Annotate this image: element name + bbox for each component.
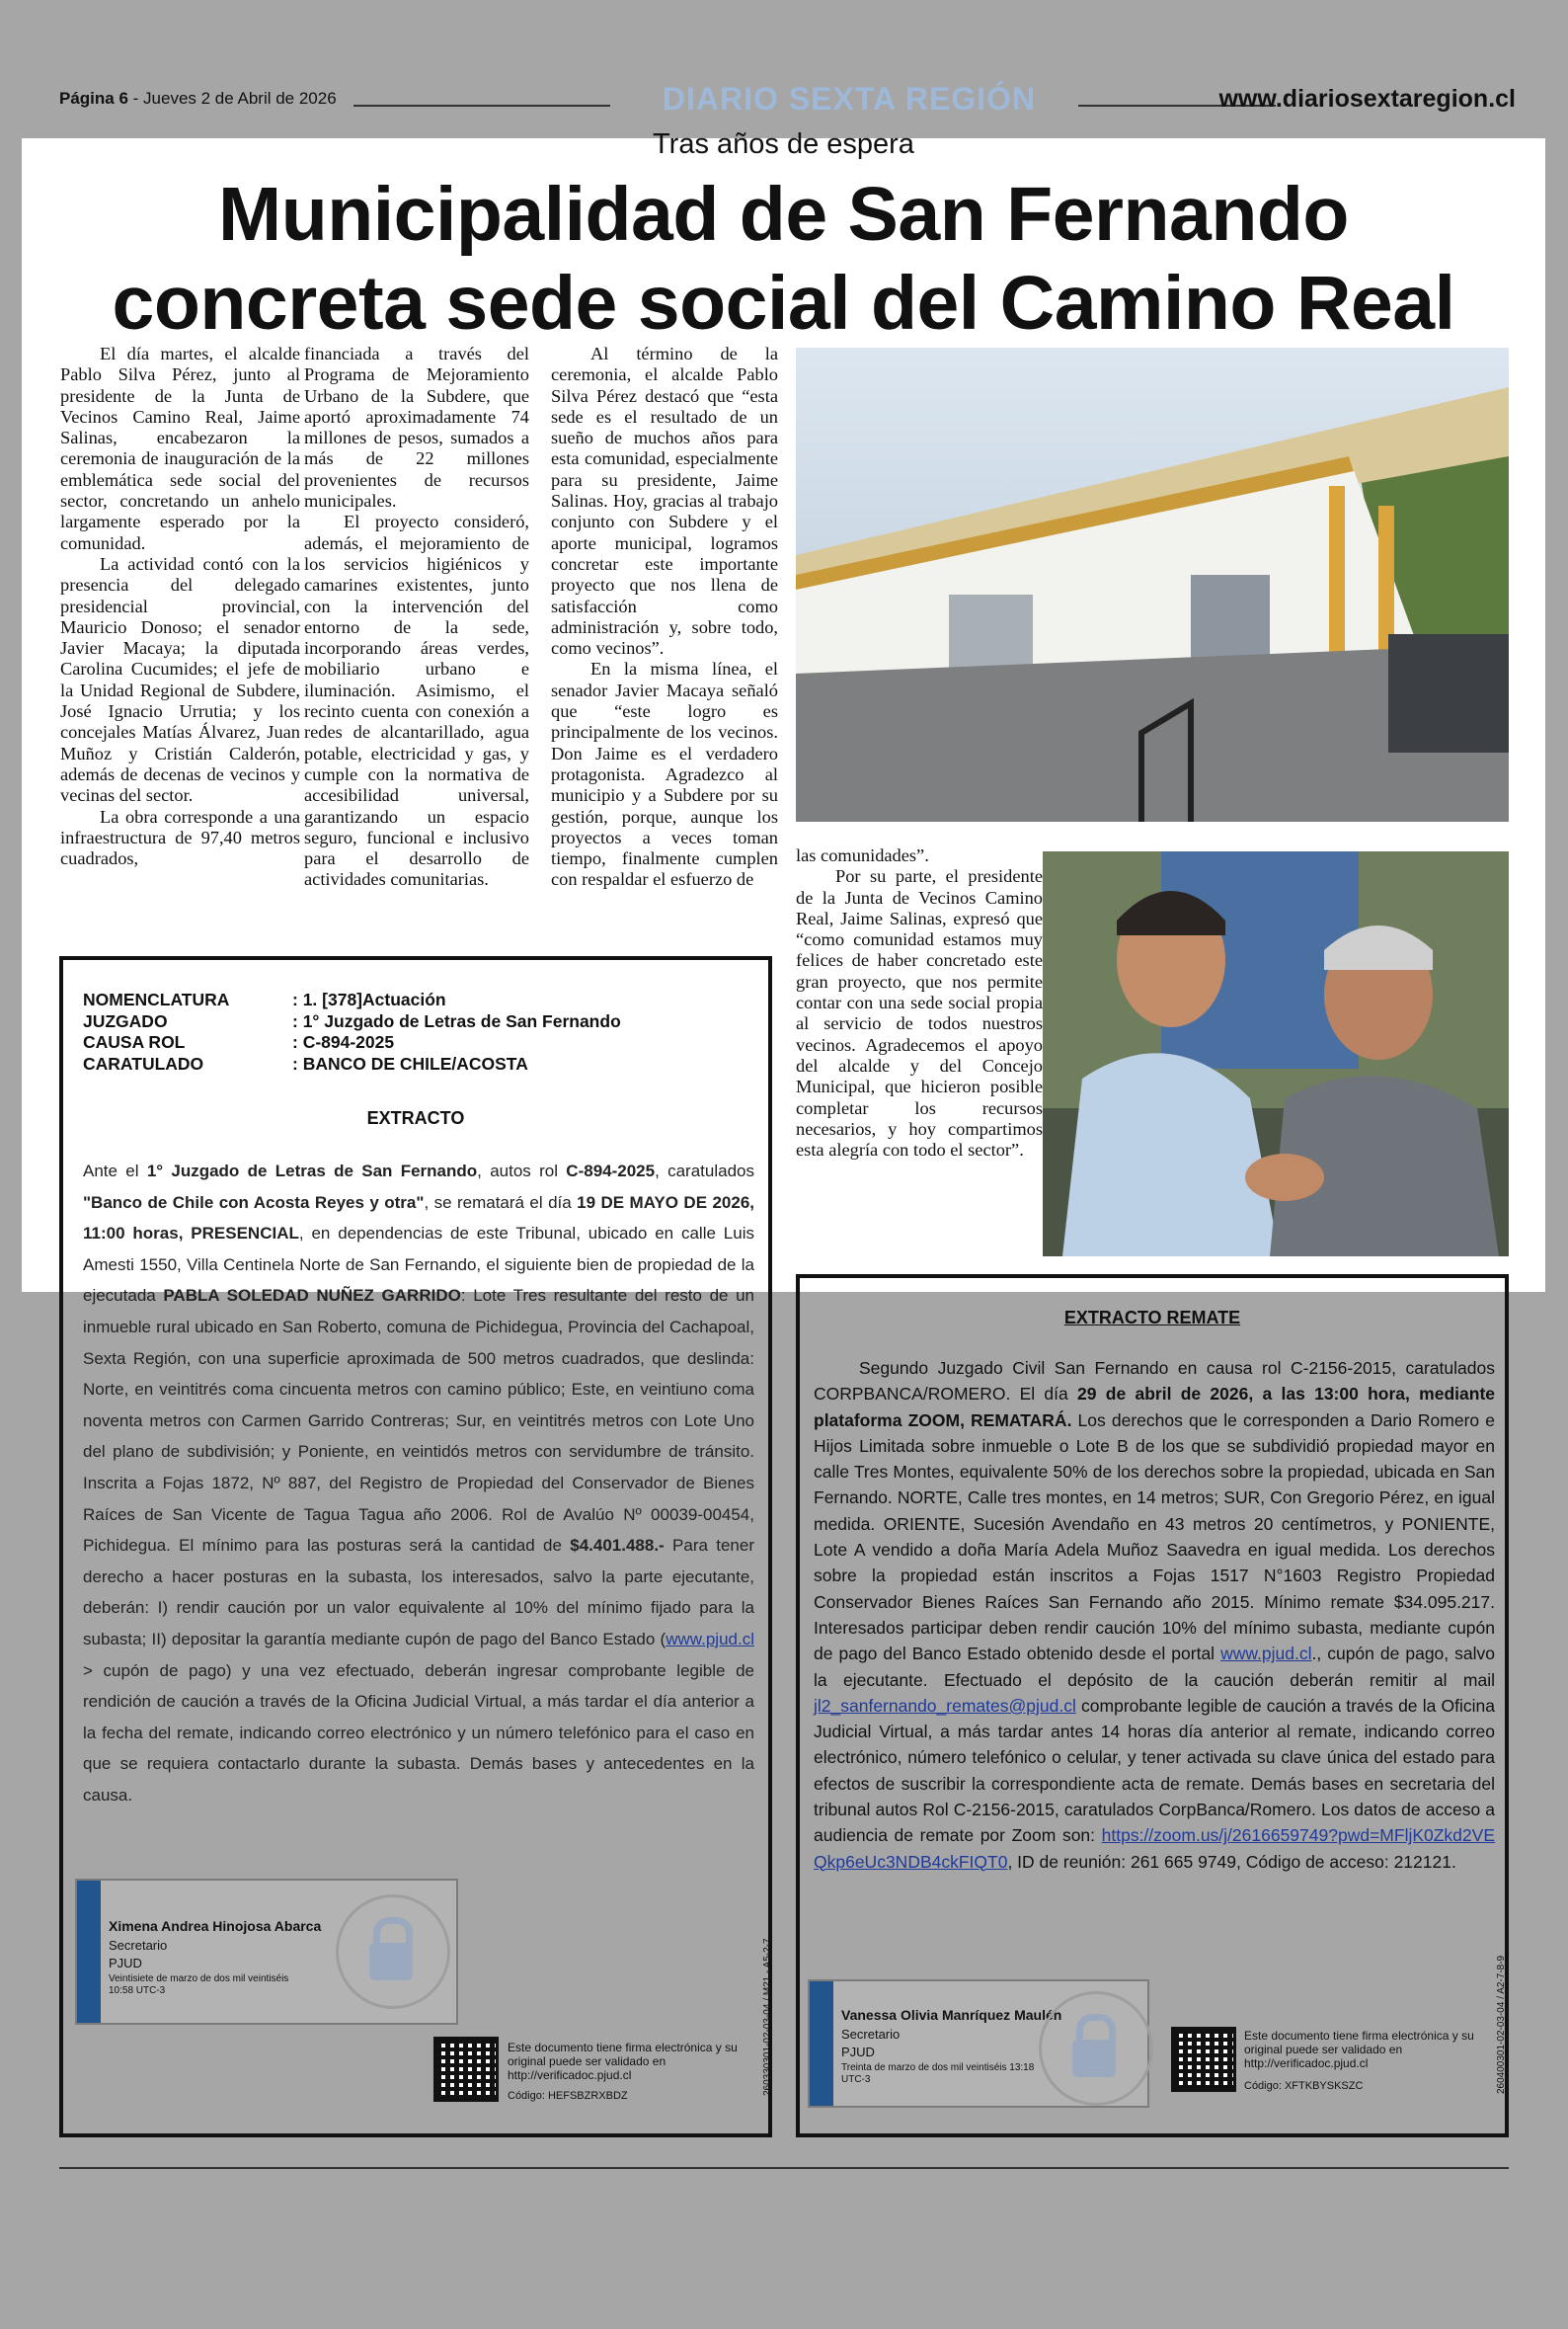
pjud-link[interactable]: www.pjud.cl: [666, 1629, 754, 1648]
email-link[interactable]: jl2_sanfernando_remates@pjud.cl: [814, 1695, 1076, 1716]
bottom-rule: [59, 2167, 1509, 2169]
verification-code: Código: XFTKBYSKSZC: [1244, 2080, 1364, 2092]
header-rule: [353, 105, 610, 107]
lock-icon: [1039, 1991, 1153, 2106]
article-column-4: las comunidades”. Por su parte, el presidente de la Junta de Vecinos Camino Real, Jaime Salinas, expresó que “como comunidad estamos muy felices de haber concretado este gran proyecto, que nos permite contar con una sede social propia al servicio de todos nuestros vecinos. Agradecemos el apoyo del alcalde y del Concejo Municipal, que hicieron posible completar los recursos necesarios, y hoy compartimos esta alegría con todo el sector”.: [796, 845, 1043, 1161]
sede-building-photo: [796, 348, 1509, 822]
verification-code: Código: HEFSBZRXBDZ: [508, 2090, 628, 2102]
side-code: 260330301-02-03-04 / M21 - A5-2-7: [762, 1938, 773, 2096]
signature-card: Vanessa Olivia Manríquez Maulén Secretario PJUD Treinta de marzo de dos mil veintiséis 13:18 UTC-3: [808, 1979, 1149, 2108]
notice-title: EXTRACTO REMATE: [1063, 1308, 1241, 1327]
signature-card: Ximena Andrea Hinojosa Abarca Secretario PJUD Veintisiete de marzo de dos mil veintiséis 10:58 UTC-3: [75, 1879, 458, 2025]
qr-code-icon: [433, 2037, 499, 2102]
notice-metadata: NOMENCLATURA : 1. [378]Actuación JUZGADO : 1° Juzgado de Letras de San Fernando CAUSA ROL : C-894-2025 CARATULADO : BANCO DE CHILE/ACOSTA: [83, 990, 621, 1074]
newspaper-brand: DIARIO SEXTA REGIÓN: [662, 81, 1037, 117]
notice-body: Ante el 1° Juzgado de Letras de San Fernando, autos rol C-894-2025, caratulados "Banco de Chile con Acosta Reyes y otra", se rematará el día 19 DE MAYO DE 2026, 11:00 horas, PRESENCIAL, en dependencias de este Tribunal, ubicado en calle Luis Amesti 1550, Villa Centinela Norte de San Fernando, el siguiente bien de propiedad de la ejecutada PABLA SOLEDAD NUÑEZ GARRIDO: Lote Tres resultante del resto de un inmueble rural ubicado en San Roberto, comuna de Pichidegua, Provincia del Cachapoal, Sexta Región, con una superficie aproximada de 500 metros cuadrados, que deslinda: Norte, en veintitrés coma cincuenta metros con camino público; Este, en veintiuno coma noventa metros con Carmen Garrido Contreras; Sur, en veintitrés metros con Lote Uno del plano de subdivisión; y Poniente, en veintidós metros con servidumbre de tránsito. Inscrita a Fojas 1872, Nº 887, del Registro de Propiedad del Conservador de Bienes Raíces de San Vicente de Tagua Tagua año 2006. Rol de Avalúo Nº 00039-00454, Pichidegua. El mínimo para las posturas será la cantidad de $4.401.488.- Para tener derecho a hacer posturas en la subasta, los interesados, salvo la parte ejecutante, deberán: I) rendir caución por un valor equivalente al 10% del mínimo fijado para la subasta; II) depositar la garantía mediante cupón de pago del Banco Estado (www.pjud.cl > cupón de pago) y una vez efectuado, deberán ingresar comprobante legible de rendición de caución a través de la Oficina Judicial Virtual, a más tardar el día anterior a la fecha del remate, indicando correo electrónico y un número telefónico para el caso en que se requiera contactarlo durante la subasta. Demás bases y antecedentes en la causa.: [83, 1162, 755, 1805]
signature-bar: [77, 1881, 101, 2023]
verification-note: Este documento tiene firma electrónica y su original puede ser validado en http://verificadoc.pjud.cl: [508, 2041, 738, 2082]
zoom-link[interactable]: https://zoom.us/j/2616659749?pwd=MFljK0Zkd2VEQkp6eUc3NDB4ckFIQT0: [814, 1825, 1495, 1872]
article-column-2: financiada a través del Programa de Mejoramiento Urbano de la Subdere, que aportó aproximadamente 74 millones de pesos, sumados a más de 22 millones provenientes de recursos municipales. El proyecto consideró, además, el mejoramiento de los servicios higiénicos y camarines existentes, junto con la intervención del entorno de la sede, incorporando áreas verdes, mobiliario urbano e iluminación. Asimismo, el recinto cuenta con conexión a redes de alcantarillado, agua potable, electricidad y gas, y cumple con la normativa de accesibilidad universal, garantizando un espacio seguro, funcional e inclusivo para el desarrollo de actividades comunitarias.: [304, 344, 529, 890]
page-label: Página 6 - Jueves 2 de Abril de 2026: [59, 89, 337, 108]
handshake-photo: [1043, 851, 1509, 1256]
article-title: Municipalidad de San Fernando concreta sede social del Camino Real: [112, 172, 1455, 346]
notice-body: Segundo Juzgado Civil San Fernando en causa rol C-2156-2015, caratulados CORPBANCA/ROMERO. El día 29 de abril de 2026, a las 13:00 hora, mediante plataforma ZOOM, REMATARÁ. Los derechos que le corresponden a Dario Romero e Hijos Limitada sobre inmueble o Lote B de los que se subdividió propiedad mayor en calle Tres Montes, equivalente 50% de los derechos sobre la propiedad, ubicada en San Fernando. NORTE, Calle tres montes, en 14 metros; SUR, Con Gregorio Pérez, en igual medida. ORIENTE, Sucesión Avendaño en 43 metros 20 centímetros, y PONIENTE, Lote A vendido a doña María Adela Muñoz Saavedra en igual medida. Los derechos sobre la propiedad están inscritos a Fojas 1517 N°1603 Registro Propiedad Conservador Bienes Raíces San Fernando año 2015. Mínimo remate $34.095.217. Interesados participar deben rendir caución 10% del mínimo subasta, mediante cupón de pago del Banco Estado obtenido desde el portal www.pjud.cl., cupón de pago, salvo la ejecutante. Efectuado el depósito de la caución deberán remitir al mail jl2_sanfernando_remates@pjud.cl comprobante legible de caución a través de la Oficina Judicial Virtual, a más tardar antes 14 horas día anterior al remate, indicando correo electrónico, número telefónico o celular, y tener activada su clave única del estado para efectos de suscribir la correspondiente acta de remate. Demás bases en secretaria del tribunal autos Rol C-2156-2015, caratulados CorpBanca/Romero. Los datos de acceso a audiencia de remate por Zoom son: https://zoom.us/j/2616659749?pwd=MFljK0Zkd2VEQkp6eUc3NDB4ckFIQT0, ID de reunión: 261 665 9749, Código de acceso: 212121.: [814, 1358, 1496, 1872]
pjud-link[interactable]: www.pjud.cl: [1220, 1644, 1312, 1664]
notice-title: EXTRACTO: [366, 1108, 465, 1128]
legal-notice-extracto-remate: [796, 1274, 1509, 2137]
page-header: [59, 81, 1516, 124]
article-kicker: Tras años de espera: [653, 128, 914, 160]
lock-icon: [336, 1894, 450, 2009]
verification-note: Este documento tiene firma electrónica y su original puede ser validado en http://verificadoc.pjud.cl: [1244, 2029, 1474, 2070]
article-column-1: El día martes, el alcalde Pablo Silva Pérez, junto al presidente de la Junta de Vecinos Camino Real, Jaime Salinas, encabezaron la ceremonia de inauguración de la emblemática sede social del sector, concretando un anhelo largamente esperado por la comunidad. La actividad contó con la presencia del delegado presidencial provincial, Mauricio Donoso; el senador Javier Macaya; la diputada Carolina Cucumides; el jefe de la Unidad Regional de Subdere, José Ignacio Urrutia; y los concejales Matías Álvarez, Juan Muñoz y Cristián Calderón, además de decenas de vecinos y vecinas del sector. La obra corresponde a una infraestructura de 97,40 metros cuadrados,: [60, 344, 300, 869]
side-code: 260400301-02-03-04 / A2-7-8-9: [1496, 1955, 1507, 2094]
legal-notice-extracto: [59, 956, 772, 2137]
article-column-3: Al término de la ceremonia, el alcalde Pablo Silva Pérez destacó que “esta sede es el resultado de un sueño de muchos años para esta comunidad, especialmente para su presidente, Jaime Salinas. Hoy, gracias al trabajo conjunto con Subdere y el aporte municipal, logramos concretar este importante proyecto que nos llena de satisfacción como administración y, sobre todo, como vecinos”. En la misma línea, el senador Javier Macaya señaló que “este logro es principalmente de los vecinos. Don Jaime es el verdadero protagonista. Agradezco al municipio y a Subdere por su gestión, porque, aunque los proyectos a veces toman tiempo, finalmente cumplen con respaldar el esfuerzo de: [551, 344, 778, 890]
newspaper-url: www.diariosextaregion.cl: [1218, 85, 1516, 113]
qr-code-icon: [1171, 2027, 1236, 2092]
signature-bar: [810, 1981, 833, 2106]
